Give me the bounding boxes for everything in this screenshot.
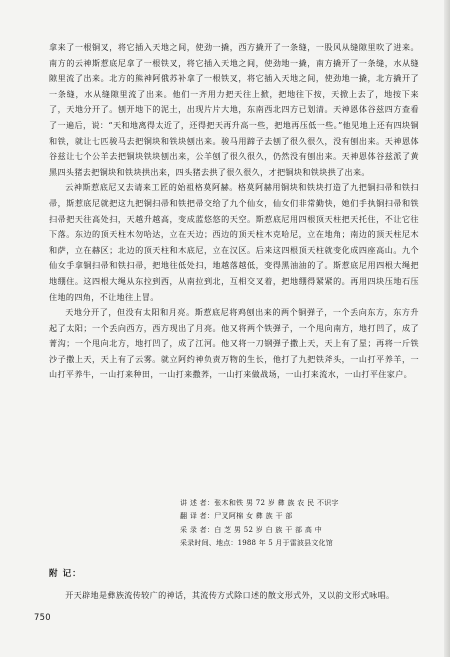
- main-text: [49, 40, 419, 383]
- page-number: 750: [34, 612, 51, 622]
- appendix-heading: 附 记：: [49, 569, 82, 579]
- collection-time-place: 采录时间、地点：1988 年 5 月于雷波县文化馆: [180, 539, 333, 548]
- narrator-line: 讲 述 者：张木和铁 男 72 岁 彝 族 农 民 不识字: [180, 499, 339, 507]
- paragraph-3: 天地分开了，但没有太阳和月亮。斯惹底尼将鸡刨出来的两个铜弹子，一个丢向东方，东方升起了太阳；一个丢向西方，西方现出了月亮。他又将两个铁弹子，一个甩向南方，地打凹了，成了菁沟；一个甩向北方，地打凹了，成了江河。他又将一刀钢弹子撒上天，天上有了星；再将一斤铁沙子撒上天，天上有了云雾。就立阿约神负责万物的生长，他打了九把铁斧头，一山打平养羊，一山打平养牛，一山打来种田，一山打来撒荞，一山打来做战场，一山打来流水，一山打平住家户。: [49, 307, 419, 380]
- credits-block: [180, 497, 420, 551]
- page-edge-shadow: [444, 0, 450, 657]
- appendix-text: 开天辟地是彝族流传较广的神话，其流传方式除口述的散文形式外，又以韵文形式咏唱。: [65, 590, 395, 600]
- paragraph-2: 云神斯惹底尼又去请来工匠的始祖格莫阿赫。格莫阿赫用铜块和铁块打造了九把铜扫帚和铁扫帚，斯惹底尼就把这九把铜扫帚和铁把帚交给了九个仙女，仙女们非常勤快，她们手执铜扫帚和铁扫帚把天往高处扫，天越升越高，变成蓝悠悠的天空。斯惹底尼用四根顶天柱把天托住，不让它往下落。东边的顶天柱木勿哈达，立在天边；西边的顶天柱木克哈尼，立在地角；南边的顶天柱尼木和萨，立在赫区；北边的顶天柱和木底尼，立在汉区。后来这四根顶天柱就变化成四座高山。九个仙女手拿铜扫帚和铁扫帚，把地往低处扫，地越落越低，变得黑油油的了。斯惹底尼用四根大绳把地绷住。这四根大绳从东拉到西，从南拉到北，互相交叉着，把地绷得紧紧的。再用四块压地石压住地的四角，不让地往上冒。: [49, 182, 419, 302]
- paragraph-1: 拿来了一根铜叉，将它插入天地之间，使劲一撬，西方撬开了一条缝，一股风从缝隙里吹了进来。南方的云神斯惹底尼拿了一根铁叉，将它插入天地之间，使劲地一撬，南方撬开了一条缝，水从缝隙里流了出来。北方的熊神阿俄苏补拿了一根铁叉，将它插入天地之间，使劲地一撬，北方撬开了一条缝，水从缝隙里流了出来。他们一齐用力把天往上掀，把地往下按，天掀上去了，地按下来了，天地分开了。刨开地下的泥土，出现片片大地，东南西北四方已划清。天神恩体谷兹四方查看了一遍后，说：“天和地离得太近了，还得把天再升高一些，把地再压低一些。”他见地上还有四块铜和铁，就让七匹骏马去把铜块和铁块刨出来。骏马用蹄子去刨了很久很久，没有刨出来。天神恩体谷兹让七个公羊去把铜块铁块刨出来，公羊刨了很久很久，仍然没有刨出来。天神恩体谷兹派了黄黑四头猪去把铜块和铁块拱出来，四头猪去拱了很久很久，才把铜块和铁块拱了出来。: [49, 42, 419, 177]
- translator-line: 翻 译 者：尸叉阿棉 女 彝 族 干 部: [180, 512, 293, 521]
- collector-line: 采 录 者：白 芝 男 52 岁 白 族 干 部 高 中: [180, 525, 323, 534]
